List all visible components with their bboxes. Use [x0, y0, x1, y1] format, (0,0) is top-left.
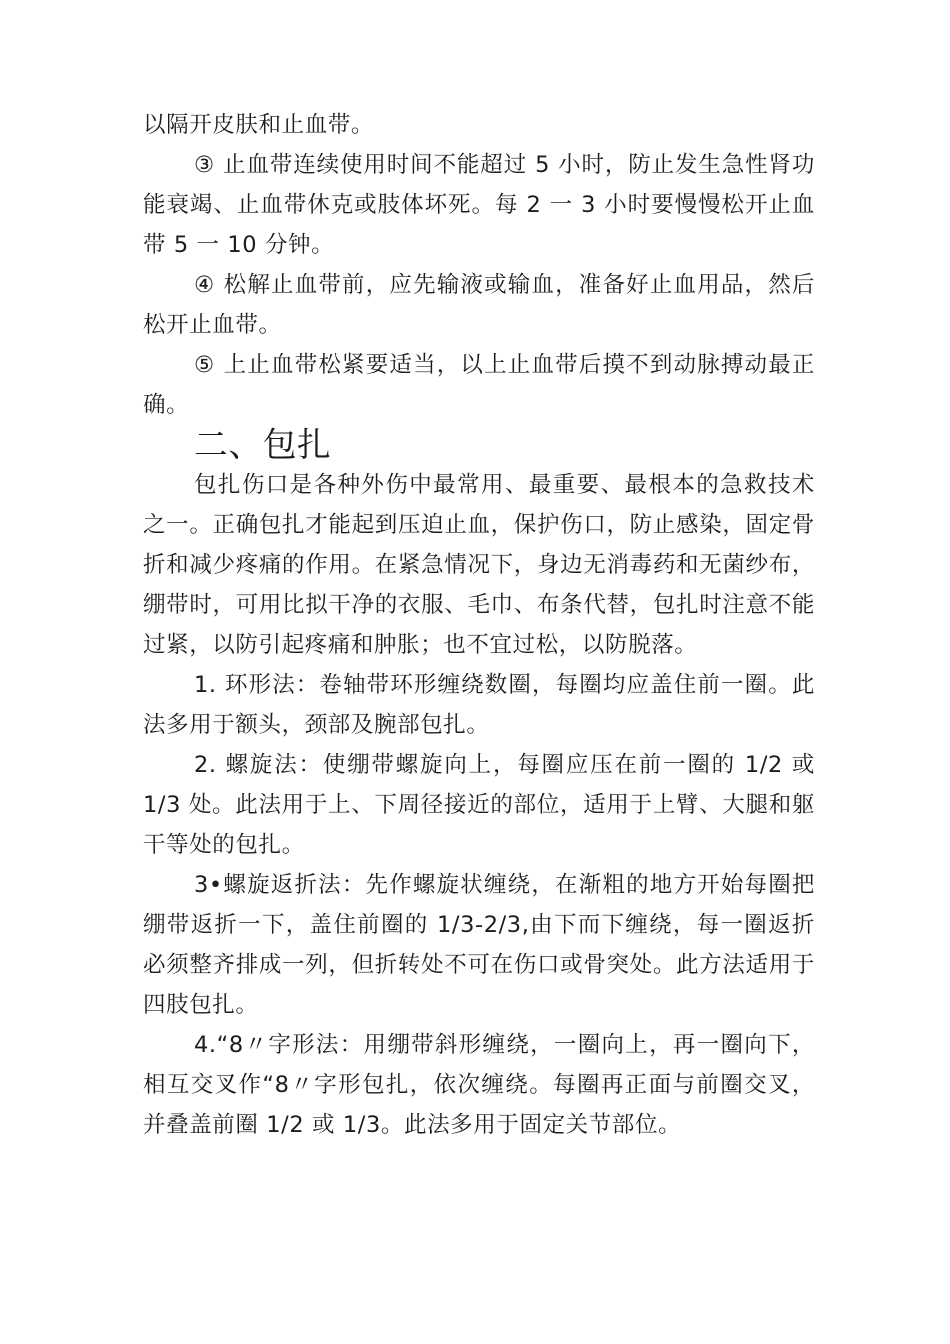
paragraph-method-spiral: 2. 螺旋法：使绷带螺旋向上，每圈应压在前一圈的 1/2 或 1/3 处。此法用于上、下周径接近的部位，适用于上臂、大腿和躯干等处的包扎。: [143, 752, 815, 858]
paragraph-method-circular: 1. 环形法：卷轴带环形缠绕数圈，每圈均应盖住前一圈。此法多用于额头，颈部及腕部包扎。: [143, 672, 815, 738]
paragraph-item-5: ⑤ 上止血带松紧要适当，以上止血带后摸不到动脉搏动最正确。: [143, 352, 815, 418]
paragraph-method-figure-eight: 4.“8〃字形法：用绷带斜形缠绕，一圈向上，再一圈向下，相互交叉作“8〃字形包扎，依次缠绕。每圈再正面与前圈交叉，并叠盖前圈 1/2 或 1/3。此法多用于固定关节部位。: [143, 1032, 815, 1138]
paragraph-bandaging-intro: 包扎伤口是各种外伤中最常用、最重要、最根本的急救技术之一。正确包扎才能起到压迫止血，保护伤口，防止感染，固定骨折和减少疼痛的作用。在紧急情况下，身边无消毒药和无菌纱布，绷带时，可用比拟干净的衣服、毛巾、布条代替，包扎时注意不能过紧，以防引起疼痛和肿胀；也不宜过松，以防脱落。: [143, 472, 815, 658]
paragraph-item-3: ③ 止血带连续使用时间不能超过 5 小时，防止发生急性肾功能衰竭、止血带休克或肢体坏死。每 2 一 3 小时要慢慢松开止血带 5 一 10 分钟。: [143, 152, 815, 258]
section-heading-bandaging: 二、包扎: [194, 425, 332, 464]
document-body: [143, 105, 815, 1145]
paragraph-continuation: 以隔开皮肤和止血带。: [143, 112, 375, 138]
paragraph-method-spiral-reverse: 3•螺旋返折法：先作螺旋状缠绕，在渐粗的地方开始每圈把绷带返折一下，盖住前圈的 1/3-2/3,由下而下缠绕，每一圈返折必须整齐排成一列，但折转处不可在伤口或骨突处。此方法适用于四肢包扎。: [143, 872, 815, 1018]
paragraph-item-4: ④ 松解止血带前，应先输液或输血，准备好止血用品，然后松开止血带。: [143, 272, 815, 338]
